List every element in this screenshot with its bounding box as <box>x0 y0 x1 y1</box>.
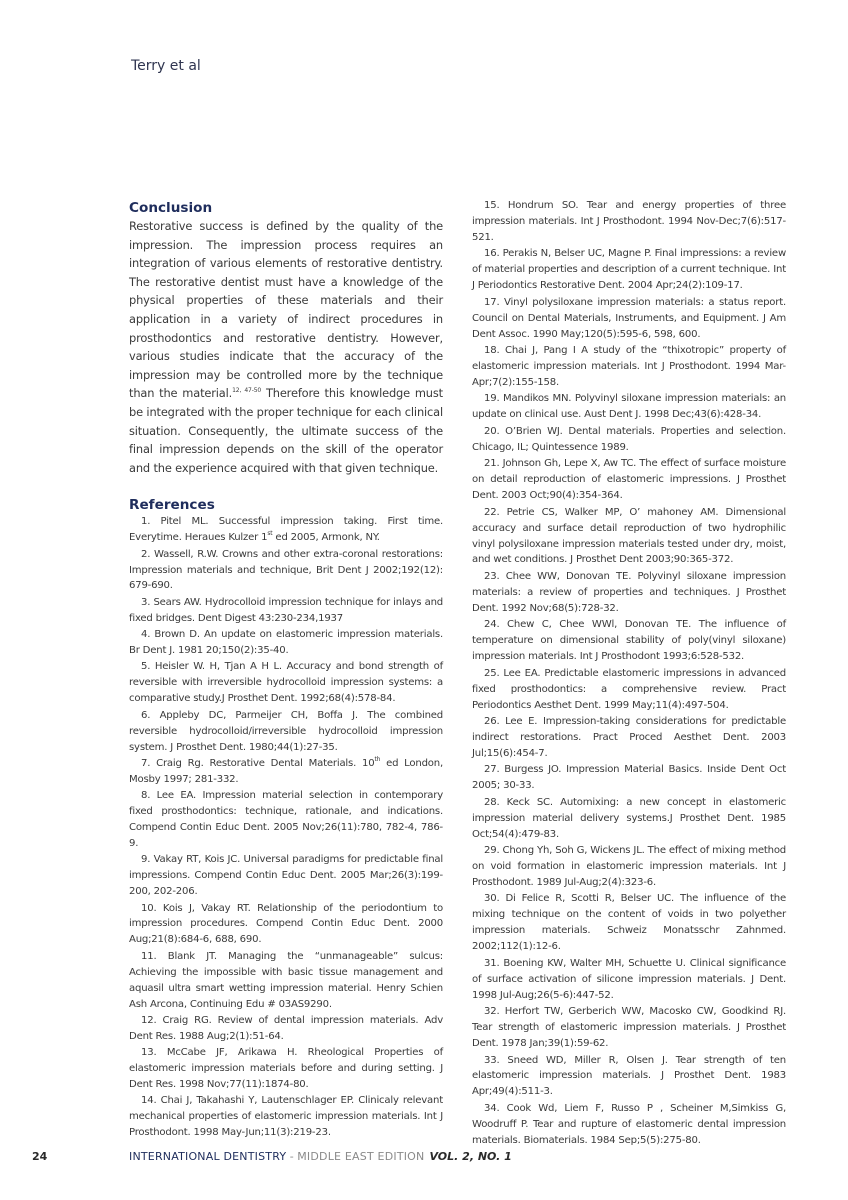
conclusion-paragraph <box>129 217 443 477</box>
reference-text: 34. Cook Wd, Liem F, Russo P , Scheiner M,Simkiss G, Woodruff P. Tear and rupture of elastomeric dental impression materials. Biomaterials. 1984 Sep;5(5):275-80. <box>472 1102 786 1146</box>
reference-item <box>472 762 786 794</box>
reference-text: 10. Kois J, Vakay RT. Relationship of the periodontium to impression procedures. Compend Contin Educ Dent. 2000 Aug;21(8):684-6, 688, 690. <box>129 902 443 946</box>
reference-text: 14. Chai J, Takahashi Y, Lautenschlager EP. Clinicaly relevant mechanical properties of elastomeric impression materials. Int J Prosthodont. 1998 May-Jun;11(3):219-23. <box>129 1095 443 1139</box>
reference-text: 19. Mandikos MN. Polyvinyl siloxane impression materials: an update on clinical use. Aust Dent J. 1998 Dec;43(6):428-34. <box>472 393 786 421</box>
reference-superscript: th <box>374 755 381 763</box>
reference-item <box>472 1004 786 1052</box>
reference-item <box>472 956 786 1004</box>
running-head: Terry et al <box>131 58 201 74</box>
reference-text-cont: ed 2005, Armonk, NY. <box>272 532 380 544</box>
right-column <box>472 198 786 1149</box>
reference-item <box>472 424 786 456</box>
reference-item <box>472 617 786 665</box>
reference-item <box>472 714 786 762</box>
reference-item <box>472 795 786 843</box>
reference-list-right <box>472 198 786 1149</box>
references-heading: References <box>129 497 215 514</box>
reference-item <box>129 852 443 900</box>
reference-item <box>129 547 443 595</box>
left-column <box>129 199 443 1142</box>
reference-item <box>472 1053 786 1101</box>
reference-item <box>129 756 443 788</box>
reference-text: 21. Johnson Gh, Lepe X, Aw TC. The effect of surface moisture on detail reproduction of elastomeric impressions. J Prosthet Dent. 2003 Oct;90(4):354-364. <box>472 458 786 502</box>
reference-item <box>472 505 786 569</box>
reference-item <box>472 569 786 617</box>
reference-text: 31. Boening KW, Walter MH, Schuette U. Clinical significance of surface activation of silicone impression materials. J Dent. 1998 Jul-Aug;26(5-6):447-52. <box>472 957 786 1001</box>
reference-text: 15. Hondrum SO. Tear and energy properties of three impression materials. Int J Prosthodont. 1994 Nov-Dec;7(6):517-521. <box>472 200 786 243</box>
conclusion-heading: Conclusion <box>129 200 213 216</box>
reference-item <box>129 627 443 659</box>
reference-item <box>472 391 786 423</box>
reference-item <box>129 708 443 756</box>
reference-text: 8. Lee EA. Impression material selection in contemporary fixed prosthodontics: technique, rationale, and indications. Compend Contin Educ Dent. 2005 Nov;26(11):780, 782-4, 786-9. <box>129 790 443 849</box>
reference-item <box>129 595 443 627</box>
reference-item <box>472 246 786 294</box>
citation-superscript: 12, 47-50 <box>232 387 262 395</box>
reference-item <box>129 1045 443 1093</box>
reference-text: 30. Di Felice R, Scotti R, Belser UC. The influence of the mixing technique on the content of voids in two polyether impression materials. Schweiz Monatsschr Zahnmed. 2002;112(1):12-6. <box>472 893 786 953</box>
reference-text: 6. Appleby DC, Parmeijer CH, Boffa J. The combined reversible hydrocolloid/irreversible hydrocolloid impression system. J Prosthet Dent. 1980;44(1):27-35. <box>129 709 443 753</box>
journal-volume: VOL. 2, NO. 1 <box>429 1150 512 1163</box>
reference-text: 4. Brown D. An update on elastomeric impression materials. Br Dent J. 1981 20;150(2):35-40. <box>129 629 443 657</box>
reference-text: 12. Craig RG. Review of dental impression materials. Adv Dent Res. 1988 Aug;2(1):51-64. <box>129 1014 443 1042</box>
page-footer <box>0 1150 848 1170</box>
reference-item <box>472 1101 786 1149</box>
reference-text: 2. Wassell, R.W. Crowns and other extra-coronal restorations: Impression materials and technique, Brit Dent J 2002;192(12): 679-690. <box>129 548 443 592</box>
reference-text: 24. Chew C, Chee WWl, Donovan TE. The influence of temperature on dimensional stability of poly(vinyl siloxane) impression materials. Int J Prosthodont 1993;6:528-532. <box>472 619 786 663</box>
reference-text: 27. Burgess JO. Impression Material Basics. Inside Dent Oct 2005; 30-33. <box>472 764 786 792</box>
reference-item <box>129 1093 443 1141</box>
reference-text: 25. Lee EA. Predictable elastomeric impressions in advanced fixed prosthodontics: a comprehensive review. Pract Periodontics Aesthet Dent. 1999 May;11(4):497-504. <box>472 667 786 711</box>
reference-superscript: st <box>267 530 273 538</box>
reference-item <box>472 891 786 955</box>
reference-item <box>472 343 786 391</box>
reference-text: 18. Chai J, Pang I A study of the “thixotropic” property of elastomeric impression materials. Int J Prosthodont. 1994 Mar-Apr;7(2):155-158. <box>472 345 786 388</box>
reference-text-cont: ed London, Mosby 1997; 281-332. <box>129 757 443 785</box>
reference-item <box>472 198 786 246</box>
reference-list-left <box>129 514 443 1141</box>
reference-item <box>129 659 443 707</box>
reference-text: 16. Perakis N, Belser UC, Magne P. Final impressions: a review of material properties and description of a current technique. Int J Periodontics Restorative Dent. 2004 Apr;24(2):109-17. <box>472 248 786 292</box>
reference-text: 29. Chong Yh, Soh G, Wickens JL. The effect of mixing method on void formation in elastomeric impression materials. Int J Prosthodont. 1989 Jul-Aug;2(4):323-6. <box>472 845 786 889</box>
reference-text: 1. Pitel ML. Successful impression taking. First time. Everytime. Heraues Kulzer 1 <box>129 516 443 544</box>
journal-name: INTERNATIONAL DENTISTRY <box>129 1150 287 1163</box>
reference-item <box>129 949 443 1013</box>
reference-text: 33. Sneed WD, Miller R, Olsen J. Tear strength of ten elastomeric impression materials. J Prosthet Dent. 1983 Apr;49(4):511-3. <box>472 1054 786 1098</box>
page-number: 24 <box>32 1150 48 1163</box>
reference-item <box>129 514 443 546</box>
reference-text: 26. Lee E. Impression-taking considerations for predictable indirect restorations. Pract Proced Aesthet Dent. 2003 Jul;15(6):454-7. <box>472 716 786 759</box>
reference-item <box>472 843 786 891</box>
reference-text: 32. Herfort TW, Gerberich WW, Macosko CW, Goodkind RJ. Tear strength of elastomeric impression materials. J Prosthet Dent. 1978 Jan;39(1):59-62. <box>472 1006 786 1050</box>
reference-text: 11. Blank JT. Managing the “unmanageable” sulcus: Achieving the impossible with basic tissue management and aquasil ultra smart wetting impression material. Henry Schien Ash Arcona, Continuing Edu # 03AS9290. <box>129 950 443 1010</box>
reference-item <box>129 1013 443 1045</box>
conclusion-text-part2: Therefore this knowledge must be integrated with the proper technique for each clinical situation. Consequently, the ultimate success of the final impression depends on the skill of the operator and the experience acquired with that given technique. <box>129 386 443 475</box>
journal-separator: - <box>286 1150 298 1163</box>
reference-text: 9. Vakay RT, Kois JC. Universal paradigms for predictable final impressions. Compend Contin Educ Dent. 2005 Mar;26(3):199-200, 202-206. <box>129 854 443 898</box>
reference-text: 20. O’Brien WJ. Dental materials. Properties and selection. Chicago, IL; Quintessence 1989. <box>472 425 786 453</box>
reference-text: 13. McCabe JF, Arikawa H. Rheological Properties of elastomeric impression materials before and during setting. J Dent Res. 1998 Nov;77(11):1874-80. <box>129 1047 443 1091</box>
reference-text: 23. Chee WW, Donovan TE. Polyvinyl siloxane impression materials: a review of properties and techniques. J Prosthet Dent. 1992 Nov;68(5):728-32. <box>472 570 786 614</box>
reference-text: 5. Heisler W. H, Tjan A H L. Accuracy and bond strength of reversible with irreversible hydrocolloid impression systems: a comparative study.J Prosthet Dent. 1992;68(4):578-84. <box>129 661 443 705</box>
reference-item <box>472 456 786 504</box>
conclusion-text-part1: Restorative success is defined by the quality of the impression. The impression process requires an integration of various elements of restorative dentistry. The restorative dentist must have a knowledge of the physical properties of these materials and their application in a variety of indirect procedures in prosthodontics and restorative dentistry. However, various studies indicate that the accuracy of the impression may be controlled more by the technique than the material. <box>129 219 443 401</box>
journal-edition: MIDDLE EAST EDITION <box>297 1150 425 1163</box>
reference-text: 17. Vinyl polysiloxane impression materials: a status report. Council on Dental Materials, Instruments, and Equipment. J Am Dent Assoc. 1990 May;120(5):595-6, 598, 600. <box>472 296 786 340</box>
reference-text: 7. Craig Rg. Restorative Dental Materials. 10 <box>141 757 375 769</box>
reference-text: 22. Petrie CS, Walker MP, O’ mahoney AM. Dimensional accuracy and surface detail reproduction of two hydrophilic vinyl polysiloxane impression materials tested under dry, moist, and wet conditions. J Prosthet Dent 2003;90:365-372. <box>472 506 786 566</box>
reference-text: 28. Keck SC. Automixing: a new concept in elastomeric impression material delivery systems.J Prosthet Dent. 1985 Oct;54(4):479-83. <box>472 796 786 840</box>
reference-item <box>129 788 443 852</box>
reference-item <box>472 295 786 343</box>
reference-item <box>472 666 786 714</box>
reference-text: 3. Sears AW. Hydrocolloid impression technique for inlays and fixed bridges. Dent Digest 43:230-234,1937 <box>129 596 443 624</box>
reference-item <box>129 901 443 949</box>
journal-line <box>129 1150 512 1163</box>
